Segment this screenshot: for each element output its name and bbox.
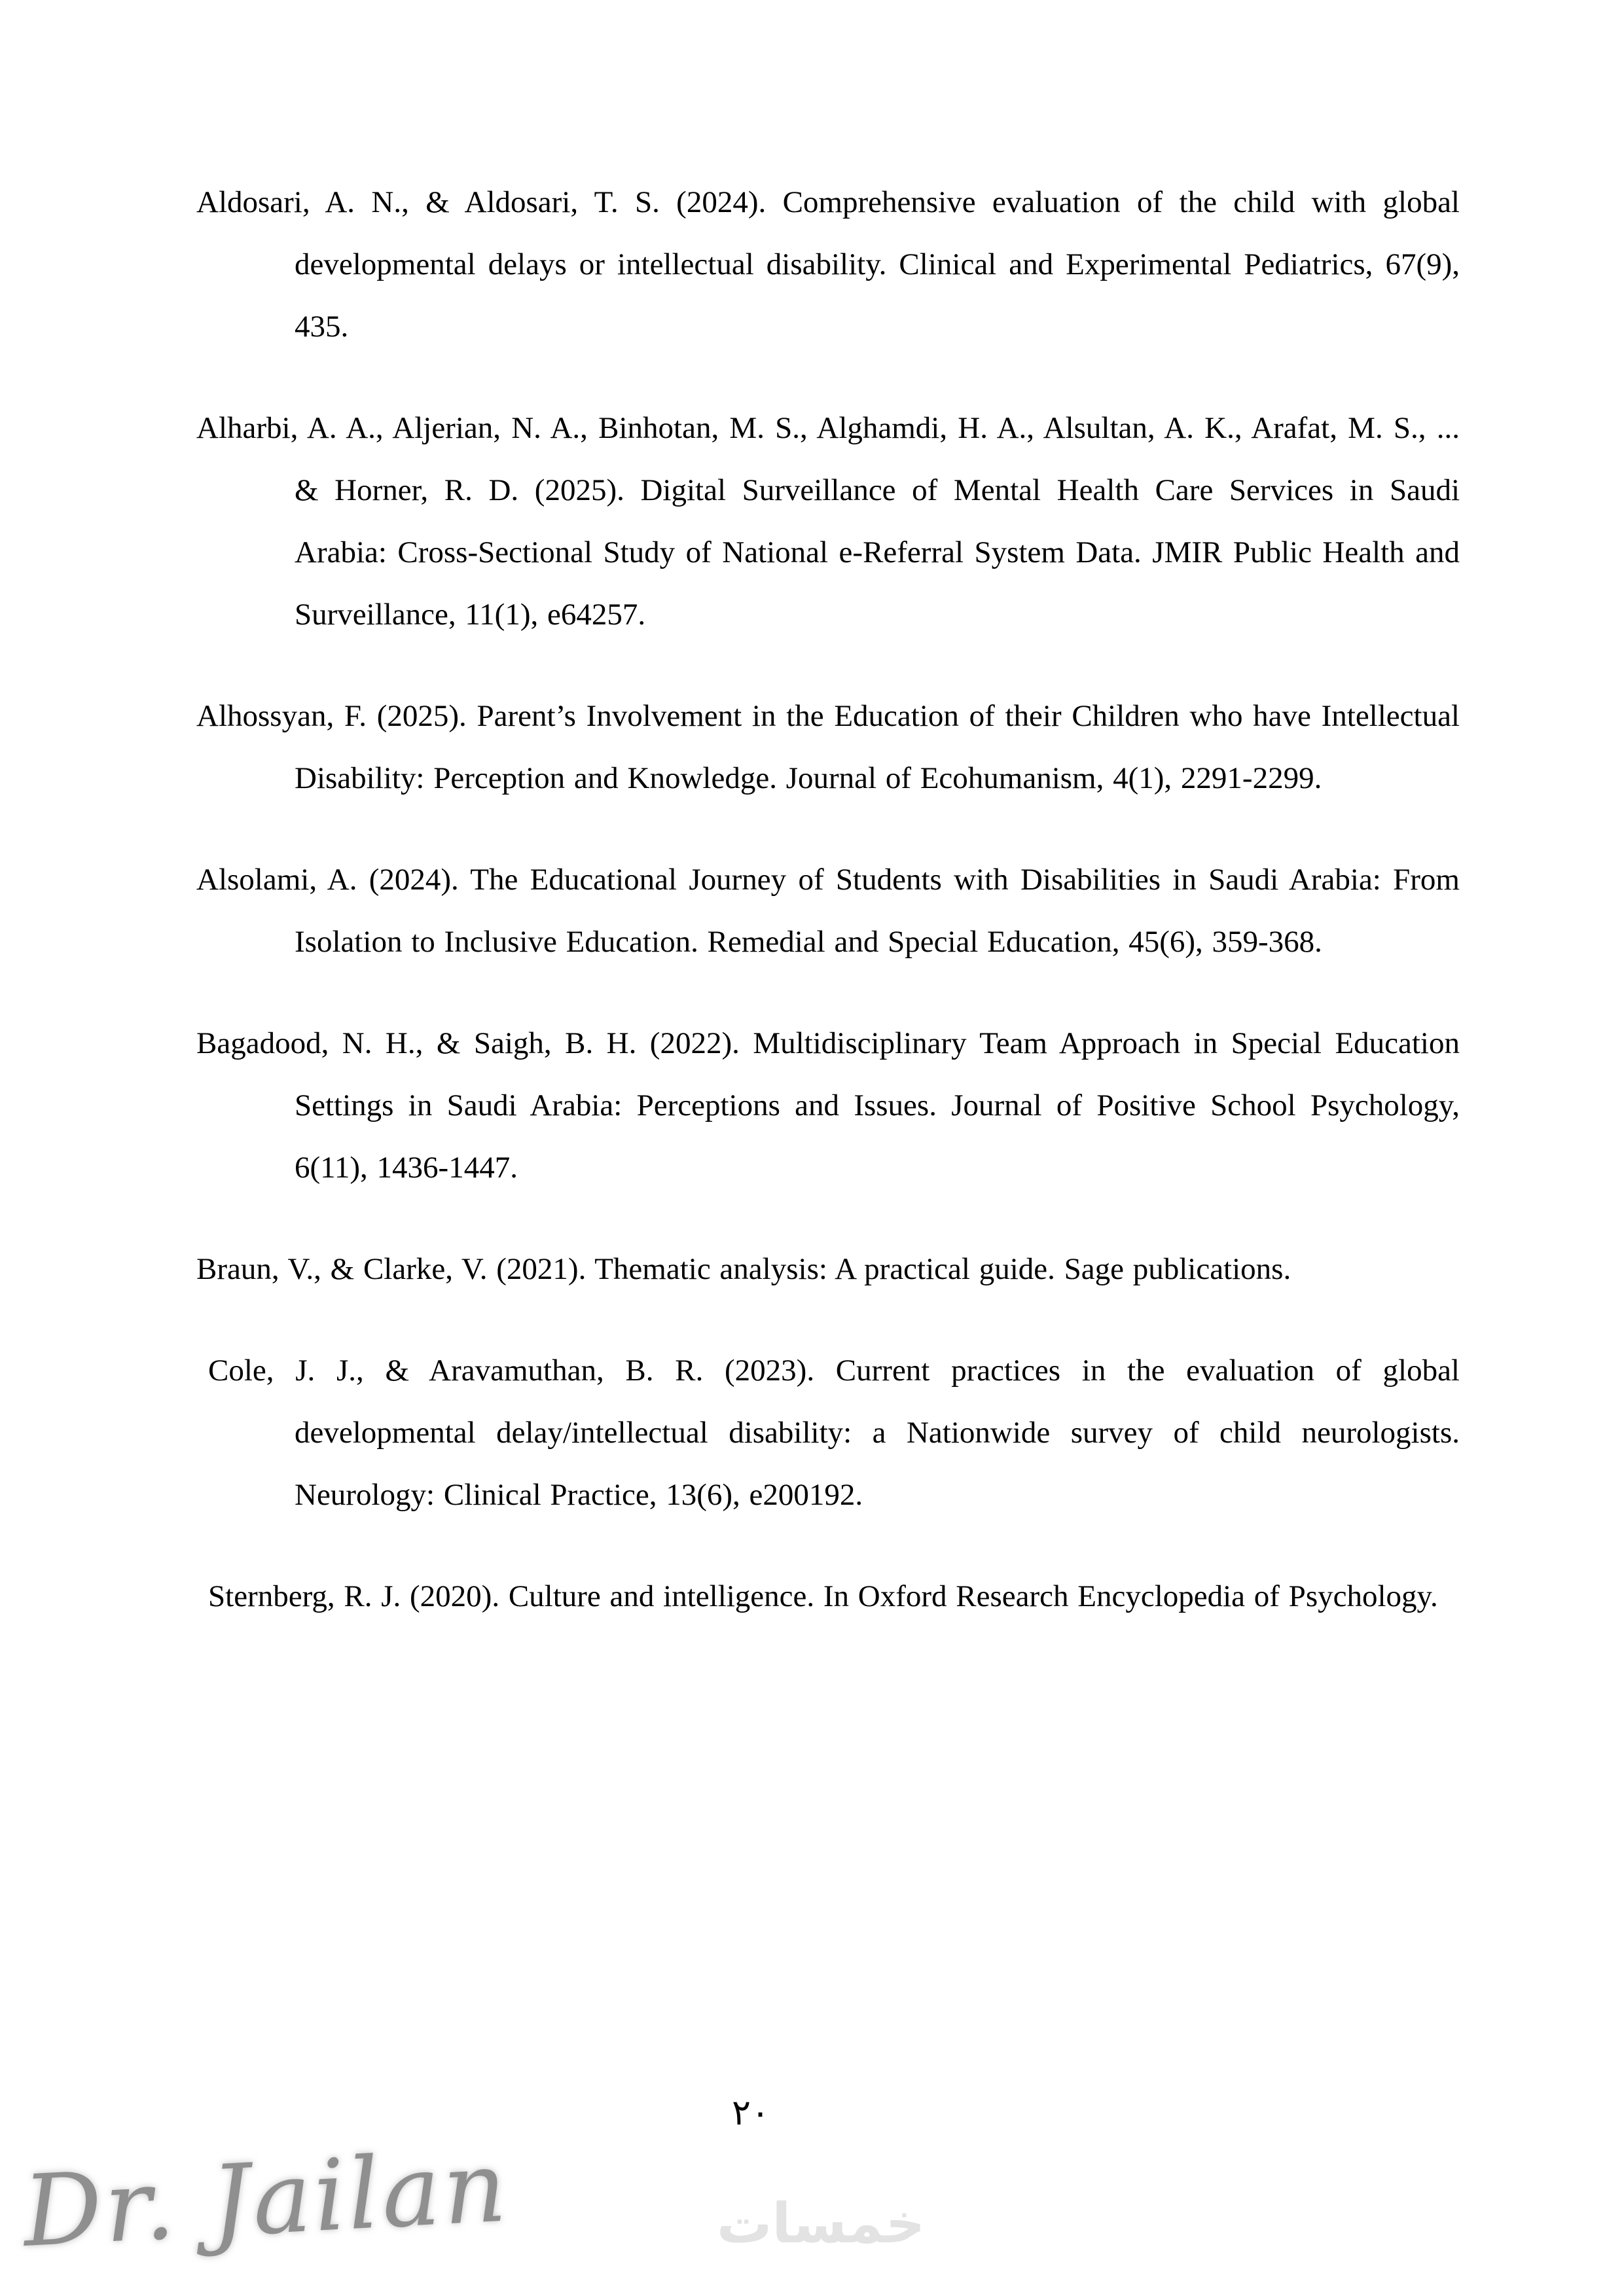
reference-entry: Sternberg, R. J. (2020). Culture and intelligence. In Oxford Research Encyclopedia of Psychology.	[208, 1579, 1438, 1613]
reference-entry: Aldosari, A. N., & Aldosari, T. S. (2024). Comprehensive evaluation of the child with global developmental delays or intellectual disability. Clinical and Experimental Pediatrics, 67(9), 435.	[196, 185, 1460, 344]
reference-entry: Bagadood, N. H., & Saigh, B. H. (2022). Multidisciplinary Team Approach in Special Education Settings in Saudi Arabia: Perceptions and Issues. Journal of Positive School Psychology, 6(11), 1436-1447.	[196, 1026, 1460, 1185]
reference-entry: Alharbi, A. A., Aljerian, N. A., Binhotan, M. S., Alghamdi, H. A., Alsultan, A. K., Arafat, M. S., ... & Horner, R. D. (2025). Digital Surveillance of Mental Health Care Services in Saudi Arabia: Cross-Sectional Study of National e-Referral System Data. JMIR Public Health and Surveillance, 11(1), e64257.	[196, 411, 1460, 632]
reference-entry: Braun, V., & Clarke, V. (2021). Thematic analysis: A practical guide. Sage publications.	[196, 1252, 1291, 1286]
reference-entry: Alsolami, A. (2024). The Educational Journey of Students with Disabilities in Saudi Arabia: From Isolation to Inclusive Education. Remedial and Special Education, 45(6), 359-368.	[196, 863, 1460, 959]
references-list	[196, 171, 1460, 1667]
page-number: ٢٠	[732, 2093, 770, 2132]
reference-entry: Alhossyan, F. (2025). Parent’s Involvement in the Education of their Children who have Intellectual Disability: Perception and Knowledge. Journal of Ecohumanism, 4(1), 2291-2299.	[196, 699, 1460, 795]
reference-entry: Cole, J. J., & Aravamuthan, B. R. (2023). Current practices in the evaluation of global developmental delay/intellectual disability: a Nationwide survey of child neurologists. Neurology: Clinical Practice, 13(6), e200192.	[208, 1354, 1460, 1512]
watermark-signature: Dr. Jailan	[20, 2130, 512, 2270]
khamsat-logo: خمسات	[717, 2191, 926, 2255]
